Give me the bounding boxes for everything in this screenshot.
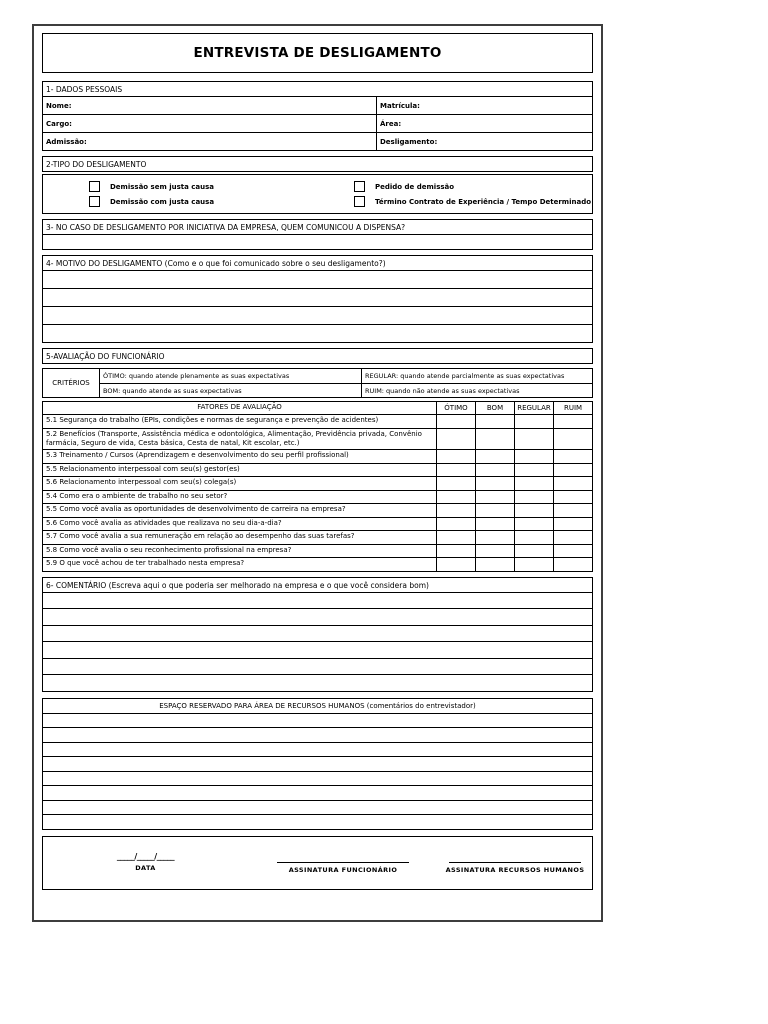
rating-cell-regular[interactable] bbox=[514, 531, 553, 544]
rating-cell-ruim[interactable] bbox=[553, 518, 592, 531]
rating-cell-bom[interactable] bbox=[475, 545, 514, 558]
table-row bbox=[43, 544, 592, 558]
table-row bbox=[43, 557, 592, 571]
checkbox-row-1 bbox=[43, 179, 592, 194]
rating-cell-bom[interactable] bbox=[475, 558, 514, 571]
rating-cell-ruim[interactable] bbox=[553, 429, 592, 450]
fator-label: 5.2 Benefícios (Transporte, Assistência médica e odontológica, Alimentação, Previdência privada, Convênio farmácia, Seguro de vida, Cesta básica, Cesta de natal, Kit escolar, etc.) bbox=[46, 429, 422, 447]
criterio-regular: REGULAR: quando atende parcialmente as suas expectativas bbox=[365, 372, 565, 380]
answer-line[interactable] bbox=[43, 324, 592, 342]
rating-cell-bom[interactable] bbox=[475, 504, 514, 517]
rating-cell-otimo[interactable] bbox=[436, 464, 475, 477]
section-motivo bbox=[42, 255, 593, 343]
table-row bbox=[43, 463, 592, 477]
rating-cell-ruim[interactable] bbox=[553, 450, 592, 463]
criterios-table bbox=[42, 368, 593, 398]
employee-signature-line[interactable] bbox=[277, 852, 409, 863]
field-row-admissao-desligamento bbox=[43, 132, 592, 150]
criterios-col-left bbox=[100, 369, 362, 397]
rh-line[interactable] bbox=[43, 785, 592, 800]
table-row bbox=[43, 449, 592, 463]
comment-line[interactable] bbox=[43, 658, 592, 675]
rating-cell-bom[interactable] bbox=[475, 429, 514, 450]
comment-line[interactable] bbox=[43, 608, 592, 625]
section-header-comentario: 6- COMENTÁRIO (Escreva aqui o que poderia ser melhorado na empresa e o que você considera bom) bbox=[46, 580, 429, 590]
fator-label: 5.6 Como você avalia as atividades que realizava no seu dia-a-dia? bbox=[46, 518, 282, 527]
rating-cell-ruim[interactable] bbox=[553, 531, 592, 544]
rating-cell-ruim[interactable] bbox=[553, 504, 592, 517]
comment-line[interactable] bbox=[43, 641, 592, 658]
comment-line[interactable] bbox=[43, 674, 592, 691]
form-page bbox=[32, 24, 603, 922]
rating-cell-otimo[interactable] bbox=[436, 531, 475, 544]
rating-cell-ruim[interactable] bbox=[553, 491, 592, 504]
rating-cell-bom[interactable] bbox=[475, 477, 514, 490]
table-row bbox=[43, 428, 592, 450]
answer-line[interactable] bbox=[43, 288, 592, 306]
nome-field[interactable]: Nome: bbox=[43, 97, 377, 114]
checkbox-demissao-sem-justa-causa[interactable] bbox=[89, 181, 100, 192]
checkbox-demissao-com-justa-causa[interactable] bbox=[89, 196, 100, 207]
area-field[interactable]: Área: bbox=[380, 119, 402, 128]
field-row-nome-matricula bbox=[43, 96, 592, 114]
tipo-desligamento-options bbox=[42, 174, 593, 214]
rating-cell-regular[interactable] bbox=[514, 491, 553, 504]
section-header-comunicacao: 3- NO CASO DE DESLIGAMENTO POR INICIATIVA DA EMPRESA, QUEM COMUNICOU A DISPENSA? bbox=[46, 223, 406, 232]
checkbox-pedido-de-demissao[interactable] bbox=[354, 181, 365, 192]
fator-label: 5.1 Segurança do trabalho (EPIs, condições e normas de segurança e prevenção de acidentes) bbox=[46, 416, 379, 424]
column-header-ruim: RUIM bbox=[553, 402, 592, 414]
date-fill-line[interactable]: _____/_____/_____ bbox=[116, 851, 175, 861]
answer-line[interactable] bbox=[43, 234, 592, 249]
fatores-table-header bbox=[43, 402, 592, 414]
date-block bbox=[43, 852, 248, 872]
rh-line[interactable] bbox=[43, 800, 592, 815]
answer-line[interactable] bbox=[43, 306, 592, 324]
rating-cell-ruim[interactable] bbox=[553, 558, 592, 571]
column-header-regular: REGULAR bbox=[514, 402, 553, 414]
rating-cell-otimo[interactable] bbox=[436, 518, 475, 531]
rating-cell-bom[interactable] bbox=[475, 450, 514, 463]
employee-signature-block bbox=[248, 852, 438, 874]
rating-cell-otimo[interactable] bbox=[436, 504, 475, 517]
criterios-col-right bbox=[362, 369, 592, 397]
date-label: DATA bbox=[135, 863, 156, 872]
column-header-bom: BOM bbox=[475, 402, 514, 414]
hr-signature-block bbox=[438, 852, 592, 874]
table-row bbox=[43, 490, 592, 504]
option-termino-contrato bbox=[354, 196, 591, 207]
rating-cell-otimo[interactable] bbox=[436, 491, 475, 504]
hr-signature-line[interactable] bbox=[449, 852, 581, 863]
rh-line[interactable] bbox=[43, 727, 592, 742]
checkbox-row-2 bbox=[43, 194, 592, 209]
rh-line[interactable] bbox=[43, 756, 592, 771]
checkbox-label: Demissão sem justa causa bbox=[110, 182, 215, 191]
column-header-otimo: ÓTIMO bbox=[436, 402, 475, 414]
checkbox-termino-contrato[interactable] bbox=[354, 196, 365, 207]
rating-cell-regular[interactable] bbox=[514, 429, 553, 450]
comment-line[interactable] bbox=[43, 592, 592, 609]
fator-label: 5.6 Relacionamento interpessoal com seu(s) colega(s) bbox=[46, 478, 237, 487]
cargo-field[interactable]: Cargo: bbox=[43, 115, 377, 132]
section-header-dados-pessoais: 1- DADOS PESSOAIS bbox=[46, 85, 123, 94]
field-row-cargo-area bbox=[43, 114, 592, 132]
fator-label: 5.9 O que você achou de ter trabalhado nesta empresa? bbox=[46, 559, 245, 568]
table-row bbox=[43, 476, 592, 490]
rating-cell-regular[interactable] bbox=[514, 518, 553, 531]
matricula-field[interactable]: Matrícula: bbox=[380, 101, 420, 110]
table-row bbox=[43, 503, 592, 517]
option-pedido-de-demissao bbox=[354, 181, 454, 192]
checkbox-label: Término Contrato de Experiência / Tempo Determinado bbox=[375, 197, 592, 206]
admissao-field[interactable]: Admissão: bbox=[43, 133, 377, 150]
rating-cell-ruim[interactable] bbox=[553, 464, 592, 477]
desligamento-field[interactable]: Desligamento: bbox=[380, 137, 438, 146]
rating-cell-ruim[interactable] bbox=[553, 415, 592, 428]
form-title: ENTREVISTA DE DESLIGAMENTO bbox=[193, 45, 442, 61]
employee-signature-label: ASSINATURA FUNCIONÁRIO bbox=[288, 865, 398, 874]
fator-label: 5.4 Como era o ambiente de trabalho no seu setor? bbox=[46, 491, 228, 500]
section-header-motivo: 4- MOTIVO DO DESLIGAMENTO (Como e o que foi comunicado sobre o seu desligamento?) bbox=[46, 259, 386, 268]
fatores-table bbox=[42, 401, 593, 572]
fator-label: 5.5 Como você avalia as oportunidades de desenvolvimento de carreira na empresa? bbox=[46, 505, 346, 514]
criterio-ruim: RUIM: quando não atende as suas expectativas bbox=[362, 383, 592, 397]
section-header-avaliacao: 5-AVALIAÇÃO DO FUNCIONÁRIO bbox=[46, 352, 165, 361]
rating-cell-otimo[interactable] bbox=[436, 477, 475, 490]
fator-label: 5.3 Treinamento / Cursos (Aprendizagem e desenvolvimento do seu perfil profissional) bbox=[46, 451, 349, 460]
criterios-label: CRITÉRIOS bbox=[43, 369, 100, 397]
checkbox-label: Demissão com justa causa bbox=[110, 197, 215, 206]
signature-section bbox=[42, 836, 593, 890]
rh-line[interactable] bbox=[43, 742, 592, 757]
rating-cell-regular[interactable] bbox=[514, 545, 553, 558]
rating-cell-regular[interactable] bbox=[514, 504, 553, 517]
hr-signature-label: ASSINATURA RECURSOS HUMANOS bbox=[445, 865, 585, 874]
rating-cell-ruim[interactable] bbox=[553, 545, 592, 558]
section-header-box-tipo-desligamento bbox=[42, 156, 593, 172]
rating-cell-regular[interactable] bbox=[514, 415, 553, 428]
rating-cell-bom[interactable] bbox=[475, 415, 514, 428]
table-row bbox=[43, 414, 592, 428]
rating-cell-regular[interactable] bbox=[514, 477, 553, 490]
form-title-box bbox=[42, 33, 593, 73]
section-comentario bbox=[42, 577, 593, 692]
section-header-box-avaliacao bbox=[42, 348, 593, 364]
rating-cell-regular[interactable] bbox=[514, 558, 553, 571]
section-dados-pessoais bbox=[42, 81, 593, 151]
rating-cell-regular[interactable] bbox=[514, 450, 553, 463]
fator-label: 5.5 Relacionamento interpessoal com seu(s) gestor(es) bbox=[46, 464, 240, 473]
rating-cell-bom[interactable] bbox=[475, 531, 514, 544]
rating-cell-otimo[interactable] bbox=[436, 415, 475, 428]
table-row bbox=[43, 530, 592, 544]
criterio-bom: BOM: quando atende as suas expectativas bbox=[100, 383, 361, 397]
rh-line[interactable] bbox=[43, 771, 592, 786]
option-demissao-com-justa-causa bbox=[43, 196, 354, 207]
table-row bbox=[43, 517, 592, 531]
option-demissao-sem-justa-causa bbox=[43, 181, 354, 192]
checkbox-label: Pedido de demissão bbox=[375, 182, 455, 191]
section-header-tipo-desligamento: 2-TIPO DO DESLIGAMENTO bbox=[46, 160, 147, 169]
section-comunicacao bbox=[42, 219, 593, 250]
fatores-header-label: FATORES DE AVALIAÇÃO bbox=[197, 403, 282, 412]
rating-cell-bom[interactable] bbox=[475, 518, 514, 531]
fator-label: 5.8 Como você avalia o seu reconhecimento profissional na empresa? bbox=[46, 545, 292, 554]
comment-line[interactable] bbox=[43, 625, 592, 642]
criterio-otimo: ÓTIMO: quando atende plenamente as suas expectativas bbox=[103, 372, 290, 380]
rating-cell-bom[interactable] bbox=[475, 464, 514, 477]
rating-cell-otimo[interactable] bbox=[436, 450, 475, 463]
rating-cell-regular[interactable] bbox=[514, 464, 553, 477]
rh-line[interactable] bbox=[43, 814, 592, 829]
fator-label: 5.7 Como você avalia a sua remuneração em relação ao desempenho das suas tarefas? bbox=[46, 532, 355, 541]
rh-line[interactable] bbox=[43, 713, 592, 728]
rating-cell-otimo[interactable] bbox=[436, 545, 475, 558]
answer-line[interactable] bbox=[43, 270, 592, 288]
rating-cell-ruim[interactable] bbox=[553, 477, 592, 490]
rating-cell-otimo[interactable] bbox=[436, 558, 475, 571]
rating-cell-bom[interactable] bbox=[475, 491, 514, 504]
rating-cell-otimo[interactable] bbox=[436, 429, 475, 450]
section-rh bbox=[42, 698, 593, 830]
section-header-rh: ESPAÇO RESERVADO PARA ÁREA DE RECURSOS HUMANOS (comentários do entrevistador) bbox=[159, 701, 476, 710]
